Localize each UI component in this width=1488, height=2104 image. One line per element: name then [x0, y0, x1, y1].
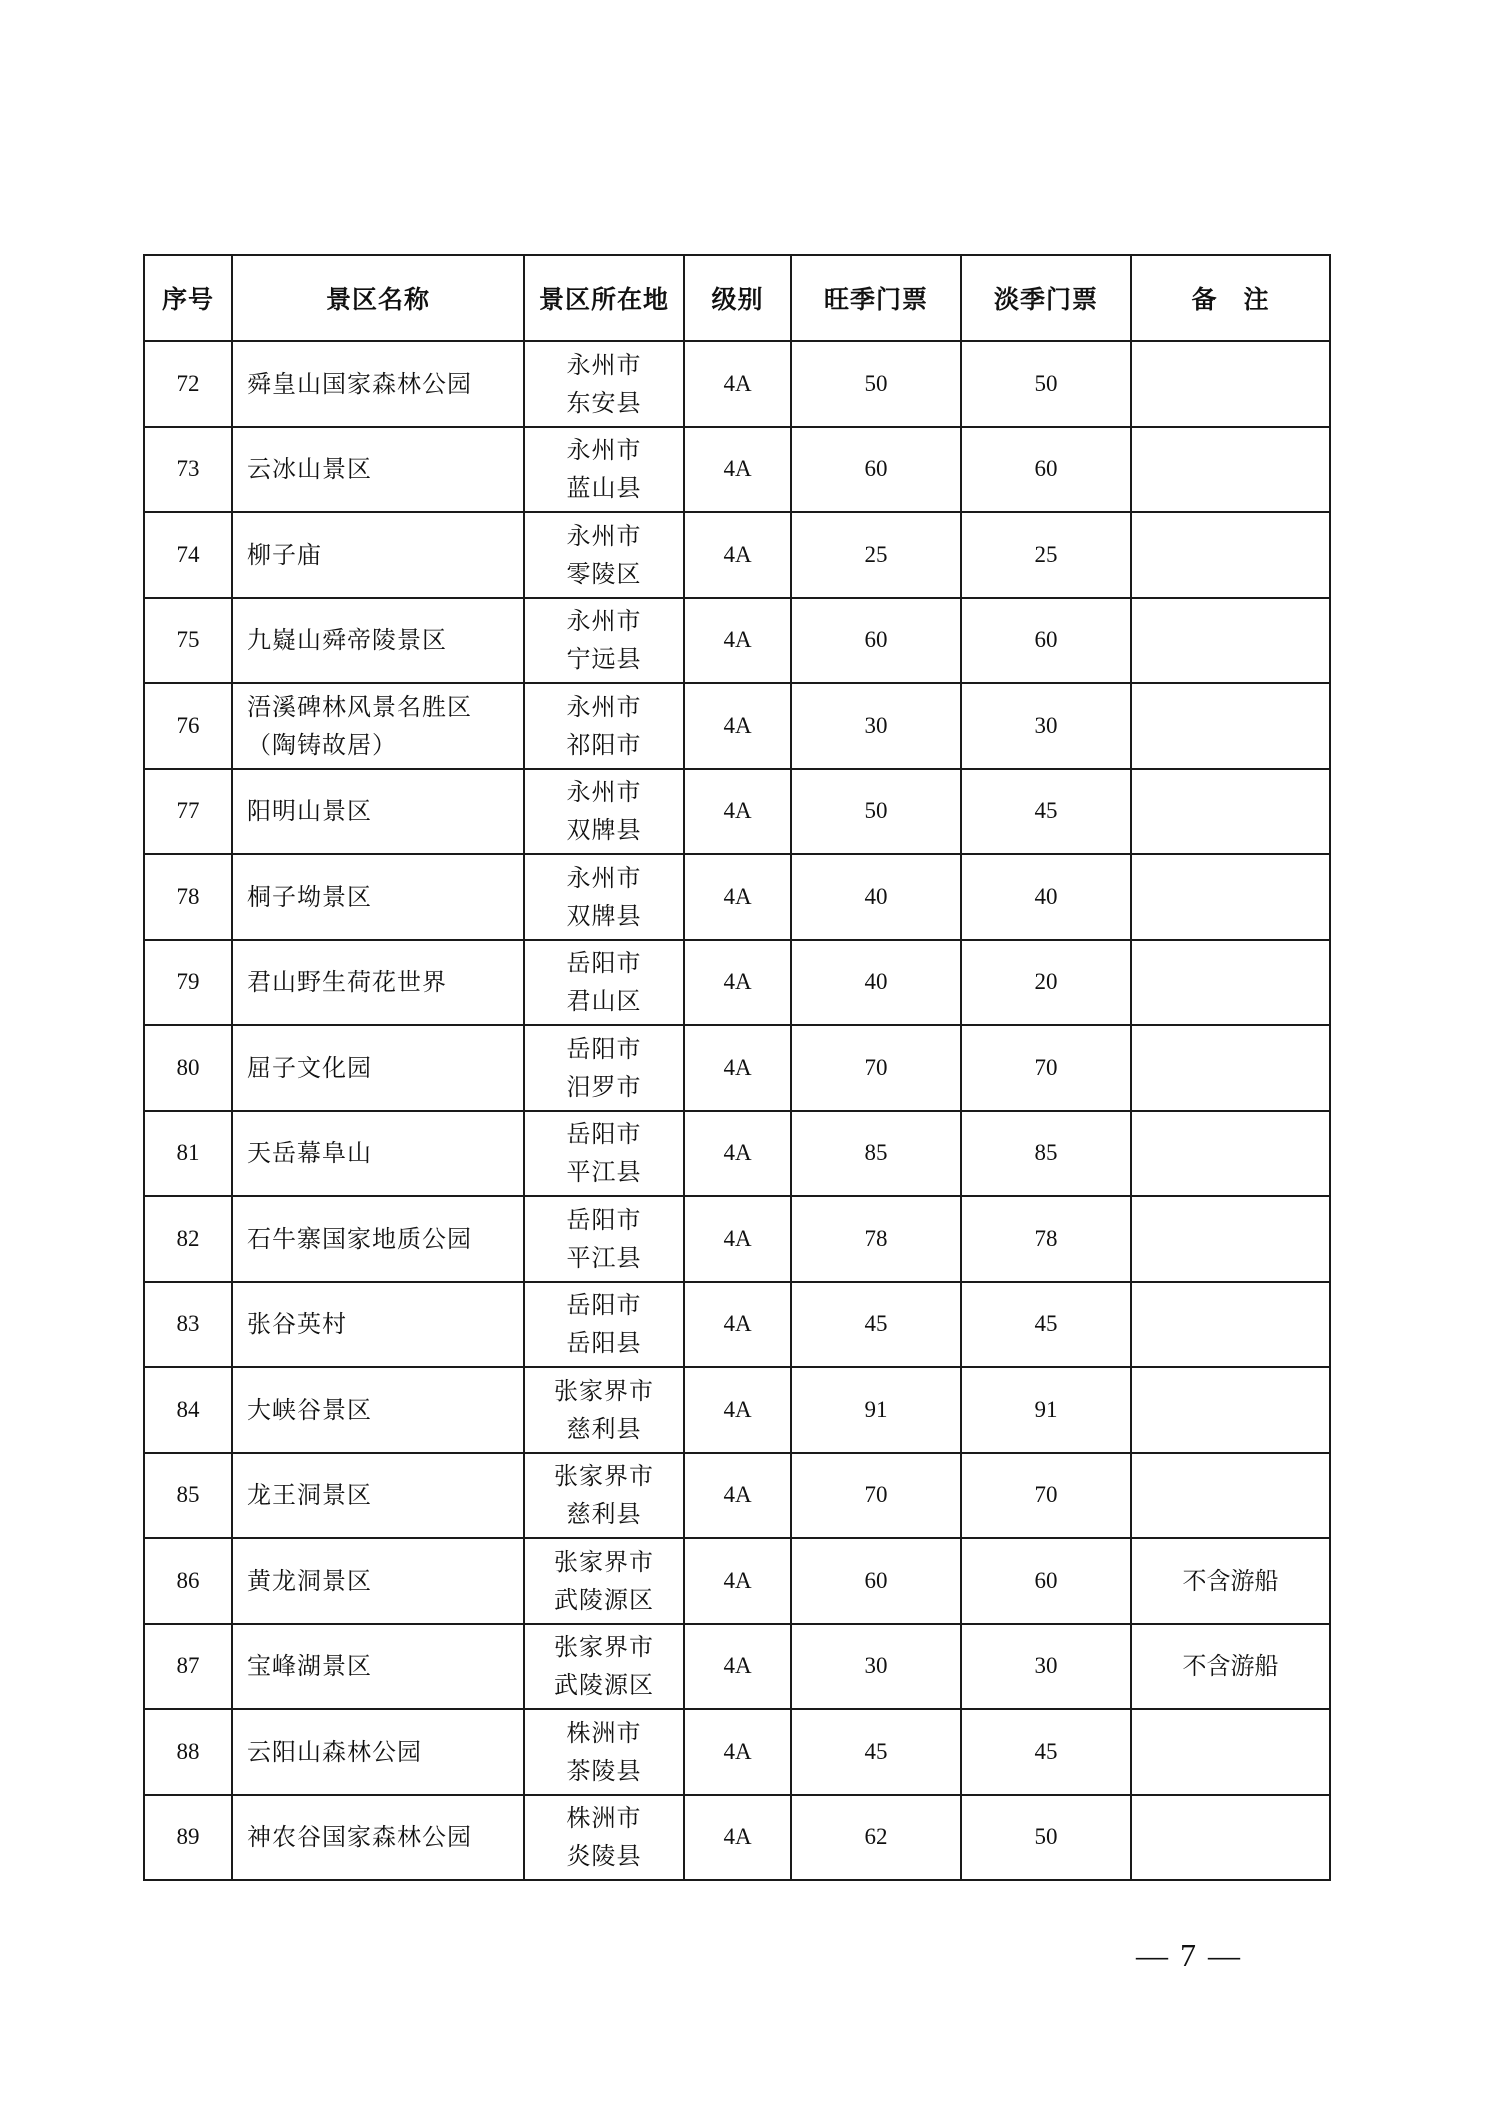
header-location: 景区所在地: [524, 255, 684, 341]
header-off-peak-ticket: 淡季门票: [961, 255, 1131, 341]
scenic-area-name: [232, 512, 524, 598]
location-city: 株洲市: [566, 1718, 642, 1747]
location: [524, 683, 684, 769]
location-city: 永州市: [566, 778, 642, 807]
scenic-area-name-line: 君山野生荷花世界: [247, 968, 447, 997]
scenic-area-name: [232, 1196, 524, 1282]
table-row: [144, 1709, 1330, 1795]
row-index: 77: [144, 769, 232, 855]
note: [1131, 769, 1330, 855]
peak-ticket-price: 70: [791, 1453, 961, 1539]
scenic-area-name-line: 大峡谷景区: [247, 1395, 372, 1424]
row-index: 88: [144, 1709, 232, 1795]
location-county: 双牌县: [566, 816, 642, 845]
peak-ticket-price: 45: [791, 1709, 961, 1795]
level: 4A: [684, 1367, 791, 1453]
peak-ticket-price: 45: [791, 1282, 961, 1368]
level: 4A: [684, 512, 791, 598]
scenic-area-name-line: 天岳幕阜山: [247, 1139, 372, 1168]
row-index: 81: [144, 1111, 232, 1197]
peak-ticket-price: 91: [791, 1367, 961, 1453]
table-row: [144, 683, 1330, 769]
location-county: 汨罗市: [566, 1072, 642, 1101]
level: 4A: [684, 1795, 791, 1881]
level: 4A: [684, 1453, 791, 1539]
table-row: [144, 1111, 1330, 1197]
table-row: [144, 1453, 1330, 1539]
table-row: [144, 1025, 1330, 1111]
note: [1131, 427, 1330, 513]
table-row: [144, 1795, 1330, 1881]
scenic-area-name-line: 神农谷国家森林公园: [247, 1823, 472, 1852]
location-city: 永州市: [566, 350, 642, 379]
note: [1131, 512, 1330, 598]
off-peak-ticket-price: 45: [961, 1709, 1131, 1795]
location-city: 永州市: [566, 436, 642, 465]
location: [524, 341, 684, 427]
scenic-area-name: [232, 341, 524, 427]
location-city: 岳阳市: [566, 1034, 642, 1063]
location-city: 张家界市: [554, 1462, 654, 1491]
scenic-area-name: [232, 1025, 524, 1111]
note: 不含游船: [1131, 1538, 1330, 1624]
table-row: [144, 1624, 1330, 1710]
note: [1131, 1453, 1330, 1539]
location-city: 岳阳市: [566, 1120, 642, 1149]
scenic-area-name-line: （陶铸故居）: [247, 730, 397, 759]
location-city: 张家界市: [554, 1376, 654, 1405]
location: [524, 427, 684, 513]
location: [524, 1709, 684, 1795]
off-peak-ticket-price: 25: [961, 512, 1131, 598]
location: [524, 1367, 684, 1453]
note: [1131, 598, 1330, 684]
level: 4A: [684, 854, 791, 940]
scenic-area-name: [232, 1709, 524, 1795]
scenic-area-name: [232, 1111, 524, 1197]
note: [1131, 1795, 1330, 1881]
row-index: 89: [144, 1795, 232, 1881]
location-county: 零陵区: [566, 559, 642, 588]
level: 4A: [684, 1282, 791, 1368]
table-header-row: [144, 255, 1330, 341]
location-county: 君山区: [566, 987, 642, 1016]
row-index: 74: [144, 512, 232, 598]
location-county: 武陵源区: [554, 1585, 654, 1614]
off-peak-ticket-price: 70: [961, 1453, 1131, 1539]
location: [524, 598, 684, 684]
note: [1131, 1367, 1330, 1453]
table-row: [144, 940, 1330, 1026]
location-city: 永州市: [566, 692, 642, 721]
table-row: [144, 854, 1330, 940]
level: 4A: [684, 769, 791, 855]
row-index: 86: [144, 1538, 232, 1624]
row-index: 87: [144, 1624, 232, 1710]
table-row: [144, 598, 1330, 684]
table-row: [144, 1196, 1330, 1282]
peak-ticket-price: 60: [791, 427, 961, 513]
row-index: 73: [144, 427, 232, 513]
location-county: 东安县: [566, 388, 642, 417]
off-peak-ticket-price: 40: [961, 854, 1131, 940]
note: [1131, 854, 1330, 940]
peak-ticket-price: 62: [791, 1795, 961, 1881]
off-peak-ticket-price: 85: [961, 1111, 1131, 1197]
peak-ticket-price: 40: [791, 940, 961, 1026]
location: [524, 1538, 684, 1624]
level: 4A: [684, 1025, 791, 1111]
scenic-area-name: [232, 1624, 524, 1710]
off-peak-ticket-price: 60: [961, 1538, 1131, 1624]
location-county: 慈利县: [566, 1500, 642, 1529]
note: [1131, 683, 1330, 769]
level: 4A: [684, 427, 791, 513]
scenic-area-name: [232, 1453, 524, 1539]
row-index: 84: [144, 1367, 232, 1453]
scenic-area-name-line: 桐子坳景区: [247, 882, 372, 911]
location-city: 张家界市: [554, 1633, 654, 1662]
location-county: 武陵源区: [554, 1671, 654, 1700]
off-peak-ticket-price: 45: [961, 1282, 1131, 1368]
off-peak-ticket-price: 30: [961, 1624, 1131, 1710]
scenic-area-name-line: 黄龙洞景区: [247, 1566, 372, 1595]
off-peak-ticket-price: 30: [961, 683, 1131, 769]
scenic-area-name-line: 柳子庙: [247, 540, 322, 569]
peak-ticket-price: 30: [791, 1624, 961, 1710]
note: [1131, 1111, 1330, 1197]
peak-ticket-price: 85: [791, 1111, 961, 1197]
location-city: 岳阳市: [566, 1291, 642, 1320]
scenic-area-name-line: 宝峰湖景区: [247, 1652, 372, 1681]
row-index: 76: [144, 683, 232, 769]
peak-ticket-price: 70: [791, 1025, 961, 1111]
level: 4A: [684, 683, 791, 769]
peak-ticket-price: 30: [791, 683, 961, 769]
note: [1131, 1709, 1330, 1795]
scenic-area-name: [232, 683, 524, 769]
note: [1131, 1196, 1330, 1282]
peak-ticket-price: 60: [791, 598, 961, 684]
table-row: [144, 512, 1330, 598]
level: 4A: [684, 1538, 791, 1624]
note: [1131, 341, 1330, 427]
level: 4A: [684, 1624, 791, 1710]
table-row: [144, 341, 1330, 427]
level: 4A: [684, 1196, 791, 1282]
table-row: [144, 1367, 1330, 1453]
peak-ticket-price: 60: [791, 1538, 961, 1624]
scenic-area-name: [232, 598, 524, 684]
row-index: 80: [144, 1025, 232, 1111]
location-county: 岳阳县: [566, 1329, 642, 1358]
location-city: 张家界市: [554, 1547, 654, 1576]
location-city: 岳阳市: [566, 1205, 642, 1234]
table-row: [144, 769, 1330, 855]
level: 4A: [684, 341, 791, 427]
scenic-area-name: [232, 427, 524, 513]
note: [1131, 1025, 1330, 1111]
scenic-area-name: [232, 1282, 524, 1368]
location: [524, 512, 684, 598]
scenic-area-name-line: 龙王洞景区: [247, 1481, 372, 1510]
off-peak-ticket-price: 60: [961, 598, 1131, 684]
level: 4A: [684, 598, 791, 684]
off-peak-ticket-price: 70: [961, 1025, 1131, 1111]
location-county: 慈利县: [566, 1414, 642, 1443]
header-index: 序号: [144, 255, 232, 341]
header-peak-ticket: 旺季门票: [791, 255, 961, 341]
row-index: 79: [144, 940, 232, 1026]
location: [524, 1453, 684, 1539]
location: [524, 769, 684, 855]
row-index: 85: [144, 1453, 232, 1539]
location-county: 宁远县: [566, 645, 642, 674]
off-peak-ticket-price: 45: [961, 769, 1131, 855]
location: [524, 940, 684, 1026]
location: [524, 1111, 684, 1197]
location: [524, 1624, 684, 1710]
scenic-area-name: [232, 854, 524, 940]
off-peak-ticket-price: 50: [961, 1795, 1131, 1881]
off-peak-ticket-price: 20: [961, 940, 1131, 1026]
table-row: [144, 1282, 1330, 1368]
page-number: — 7 —: [1136, 1937, 1242, 1973]
table-row: [144, 427, 1330, 513]
level: 4A: [684, 1709, 791, 1795]
scenic-area-name-line: 云阳山森林公园: [247, 1737, 422, 1766]
location: [524, 1196, 684, 1282]
peak-ticket-price: 25: [791, 512, 961, 598]
location: [524, 1025, 684, 1111]
table-body: [144, 341, 1330, 1880]
scenic-area-name-line: 屈子文化园: [247, 1053, 372, 1082]
scenic-area-name-line: 阳明山景区: [247, 797, 372, 826]
peak-ticket-price: 78: [791, 1196, 961, 1282]
location-county: 炎陵县: [566, 1842, 642, 1871]
location: [524, 1795, 684, 1881]
peak-ticket-price: 40: [791, 854, 961, 940]
off-peak-ticket-price: 50: [961, 341, 1131, 427]
header-note: 备 注: [1131, 255, 1330, 341]
location-county: 祁阳市: [566, 730, 642, 759]
location: [524, 854, 684, 940]
location-city: 永州市: [566, 607, 642, 636]
level: 4A: [684, 940, 791, 1026]
row-index: 78: [144, 854, 232, 940]
scenic-area-name-line: 浯溪碑林风景名胜区: [247, 692, 472, 721]
peak-ticket-price: 50: [791, 341, 961, 427]
header-level: 级别: [684, 255, 791, 341]
location-city: 永州市: [566, 521, 642, 550]
location-county: 平江县: [566, 1243, 642, 1272]
off-peak-ticket-price: 91: [961, 1367, 1131, 1453]
row-index: 82: [144, 1196, 232, 1282]
scenic-area-name: [232, 769, 524, 855]
row-index: 83: [144, 1282, 232, 1368]
off-peak-ticket-price: 60: [961, 427, 1131, 513]
scenic-area-name-line: 舜皇山国家森林公园: [247, 369, 472, 398]
level: 4A: [684, 1111, 791, 1197]
note: [1131, 940, 1330, 1026]
note: [1131, 1282, 1330, 1368]
scenic-area-name: [232, 1795, 524, 1881]
row-index: 72: [144, 341, 232, 427]
location-city: 株洲市: [566, 1804, 642, 1833]
scenic-area-name-line: 张谷英村: [247, 1310, 347, 1339]
location-county: 平江县: [566, 1158, 642, 1187]
scenic-area-ticket-table: [143, 254, 1331, 1881]
location-county: 双牌县: [566, 901, 642, 930]
peak-ticket-price: 50: [791, 769, 961, 855]
location-county: 茶陵县: [566, 1756, 642, 1785]
location-county: 蓝山县: [566, 474, 642, 503]
note: 不含游船: [1131, 1624, 1330, 1710]
scenic-area-name: [232, 1367, 524, 1453]
location-city: 岳阳市: [566, 949, 642, 978]
row-index: 75: [144, 598, 232, 684]
scenic-area-name-line: 石牛寨国家地质公园: [247, 1224, 472, 1253]
location-city: 永州市: [566, 863, 642, 892]
scenic-area-name: [232, 1538, 524, 1624]
scenic-area-name-line: 九嶷山舜帝陵景区: [247, 626, 447, 655]
table-row: [144, 1538, 1330, 1624]
location: [524, 1282, 684, 1368]
off-peak-ticket-price: 78: [961, 1196, 1131, 1282]
scenic-area-name: [232, 940, 524, 1026]
header-name: 景区名称: [232, 255, 524, 341]
scenic-area-name-line: 云冰山景区: [247, 455, 372, 484]
